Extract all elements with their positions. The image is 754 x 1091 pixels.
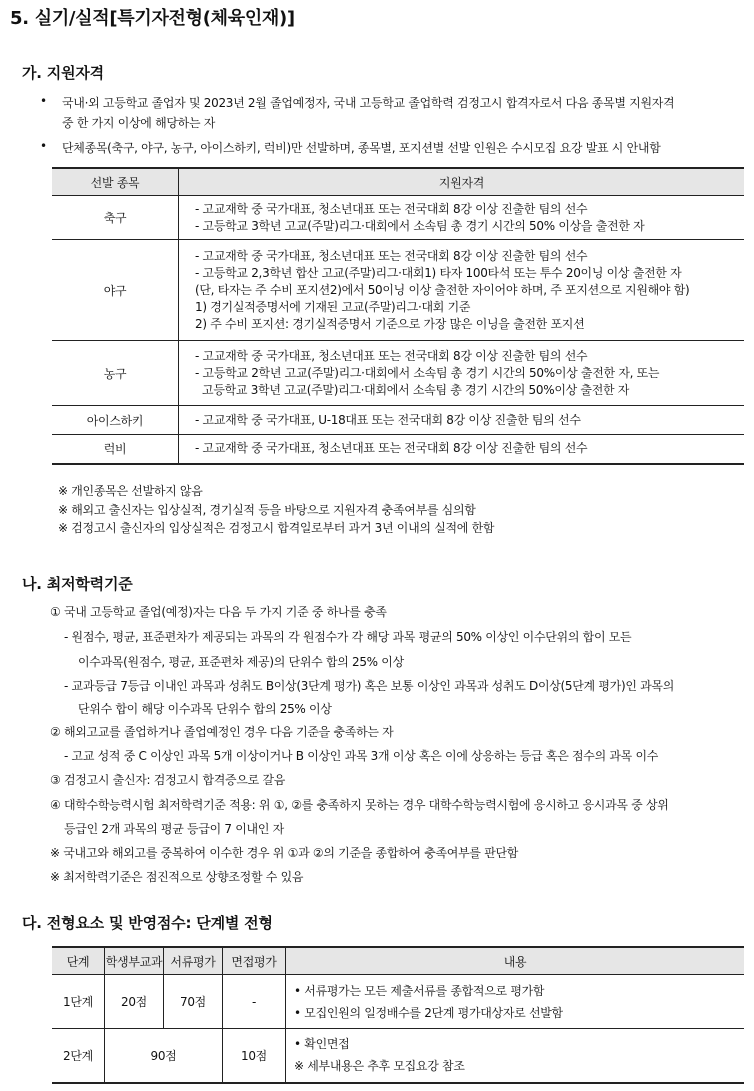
criteria-line: ※ 최저학력기준은 점진적으로 상향조정할 수 있음 (50, 870, 304, 884)
content-cell (286, 1029, 745, 1083)
criteria-line: ② 해외고교를 졸업하거나 졸업예정인 경우 다음 기준을 충족하는 자 (50, 725, 394, 739)
section-a-heading: 가. 지원자격 (22, 64, 104, 82)
eligibility-table (52, 167, 744, 465)
content-line: • 확인면접 (294, 1037, 350, 1052)
criteria-line: ④ 대학수학능력시험 최저학력기준 적용: 위 ①, ②를 충족하지 못하는 경우 대학수학능력시험에 응시하고 응시과목 중 상위 (50, 798, 669, 812)
content-line: ※ 세부내용은 추후 모집요강 참조 (294, 1059, 465, 1074)
qualification-line: 고등학교 3학년 고교(주말)리그·대회에서 소속팀 총 경기 시간의 50%이상 출전한 자 (195, 382, 630, 397)
table-row (52, 975, 744, 1029)
criteria-line: 이수과목(원점수, 평균, 표준편차 제공)의 단위수 합의 25% 이상 (78, 655, 404, 669)
bullet-dot: • (40, 94, 48, 108)
sport-cell: 럭비 (52, 435, 179, 464)
qualification-line: - 고교재학 중 국가대표, 청소년대표 또는 전국대회 8강 이상 진출한 팀의 선수 (195, 441, 588, 456)
qualification-line: - 고등학교 2학년 고교(주말)리그·대회에서 소속팀 총 경기 시간의 50%이상 출전한 자, 또는 (195, 365, 660, 380)
table-header-row (52, 947, 744, 975)
score-cell: 90점 (105, 1029, 223, 1083)
score-cell: 70점 (164, 975, 223, 1029)
bullet-2-line-1: 단체종목(축구, 야구, 농구, 아이스하키, 럭비)만 선발하며, 종목별, 포지션별 선발 인원은 수시모집 요강 발표 시 안내함 (62, 141, 661, 155)
bullet-dot: • (40, 139, 48, 153)
section-c-heading: 다. 전형요소 및 반영점수: 단계별 전형 (22, 914, 273, 932)
table-row (52, 341, 744, 406)
qualification-line: (단, 타자는 주 수비 포지션2)에서 50이닝 이상 출전한 자이어야 하며, 주 포지션으로 지원해야 함) (195, 282, 690, 297)
criteria-line: ※ 국내고와 해외고를 중복하여 이수한 경우 위 ①과 ②의 기준을 종합하여 충족여부를 판단함 (50, 846, 519, 860)
bullet-1-line-2: 중 한 가지 이상에 해당하는 자 (62, 116, 216, 130)
stage-table (52, 946, 744, 1084)
qualification-line: 1) 경기실적증명서에 기재된 고교(주말)리그·대회 기준 (195, 299, 471, 314)
criteria-line: ① 국내 고등학교 졸업(예정)자는 다음 두 가지 기준 중 하나를 충족 (50, 605, 387, 619)
table-row (52, 435, 744, 464)
table-header: 단계 (52, 947, 105, 975)
qualification-line: - 고교재학 중 국가대표, 청소년대표 또는 전국대회 8강 이상 진출한 팀의 선수 (195, 248, 588, 263)
sport-cell: 아이스하키 (52, 406, 179, 435)
qualification-line: - 고교재학 중 국가대표, 청소년대표 또는 전국대회 8강 이상 진출한 팀의 선수 (195, 348, 588, 363)
table-header: 서류평가 (164, 947, 223, 975)
bullet-1-line-1: 국내·외 고등학교 졸업자 및 2023년 2월 졸업예정자, 국내 고등학교 졸업학력 검정고시 합격자로서 다음 종목별 지원자격 (62, 96, 675, 110)
note-line: ※ 개인종목은 선발하지 않음 (58, 484, 203, 498)
criteria-line: 단위수 합이 해당 이수과목 단위수 합의 25% 이상 (78, 702, 332, 716)
qualification-line: - 고등학교 2,3학년 합산 고교(주말)리그·대회1) 타자 100타석 또는 투수 20이닝 이상 출전한 자 (195, 265, 682, 280)
score-cell: 10점 (223, 1029, 286, 1083)
qualification-line: - 고등학교 3학년 고교(주말)리그·대회에서 소속팀 총 경기 시간의 50% 이상을 출전한 자 (195, 218, 645, 233)
stage-cell: 2단계 (52, 1029, 105, 1083)
table-header: 선발 종목 (52, 168, 179, 196)
table-row (52, 240, 744, 341)
qualification-line: - 고교재학 중 국가대표, 청소년대표 또는 전국대회 8강 이상 진출한 팀의 선수 (195, 201, 588, 216)
qualification-cell (179, 341, 745, 406)
note-line: ※ 해외고 출신자는 입상실적, 경기실적 등을 바탕으로 지원자격 충족여부를 심의함 (58, 503, 476, 517)
qualification-cell (179, 240, 745, 341)
content-line: • 모집인원의 일정배수를 2단계 평가대상자로 선발함 (294, 1005, 563, 1020)
score-cell: - (223, 975, 286, 1029)
table-row (52, 1029, 744, 1083)
table-header: 내용 (286, 947, 745, 975)
content-cell (286, 975, 745, 1029)
page-title: 5. 실기/실적[특기자전형(체육인재)] (10, 8, 295, 29)
qualification-cell (179, 435, 745, 464)
sport-cell: 축구 (52, 196, 179, 240)
content-line: • 서류평가는 모든 제출서류를 종합적으로 평가함 (294, 983, 545, 998)
criteria-line: ③ 검정고시 출신자: 검정고시 합격증으로 갈음 (50, 773, 286, 787)
qualification-line: 2) 주 수비 포지션: 경기실적증명서 기준으로 가장 많은 이닝을 출전한 포지션 (195, 316, 585, 331)
score-cell: 20점 (105, 975, 164, 1029)
qualification-line: - 고교재학 중 국가대표, U-18대표 또는 전국대회 8강 이상 진출한 팀의 선수 (195, 412, 581, 427)
table-row (52, 406, 744, 435)
qualification-cell (179, 196, 745, 240)
note-line: ※ 검정고시 출신자의 입상실적은 검정고시 합격일로부터 과거 3년 이내의 실적에 한함 (58, 521, 495, 535)
table-header: 학생부교과 (105, 947, 164, 975)
criteria-line: - 교과등급 7등급 이내인 과목과 성취도 B이상(3단계 평가) 혹은 보통 이상인 과목과 성취도 D이상(5단계 평가)인 과목의 (64, 679, 675, 693)
section-b-heading: 나. 최저학력기준 (22, 575, 133, 593)
table-header-row (52, 168, 744, 196)
sport-cell: 농구 (52, 341, 179, 406)
table-row (52, 196, 744, 240)
table-header: 면접평가 (223, 947, 286, 975)
qualification-cell (179, 406, 745, 435)
criteria-line: - 고교 성적 중 C 이상인 과목 5개 이상이거나 B 이상인 과목 3개 이상 혹은 이에 상응하는 등급 혹은 점수의 과목 이수 (64, 749, 659, 763)
criteria-line: 등급인 2개 과목의 평균 등급이 7 이내인 자 (64, 822, 284, 836)
stage-cell: 1단계 (52, 975, 105, 1029)
sport-cell: 야구 (52, 240, 179, 341)
criteria-line: - 원점수, 평균, 표준편차가 제공되는 과목의 각 원점수가 각 해당 과목 평균의 50% 이상인 이수단위의 합이 모든 (64, 630, 632, 644)
table-header: 지원자격 (179, 168, 745, 196)
